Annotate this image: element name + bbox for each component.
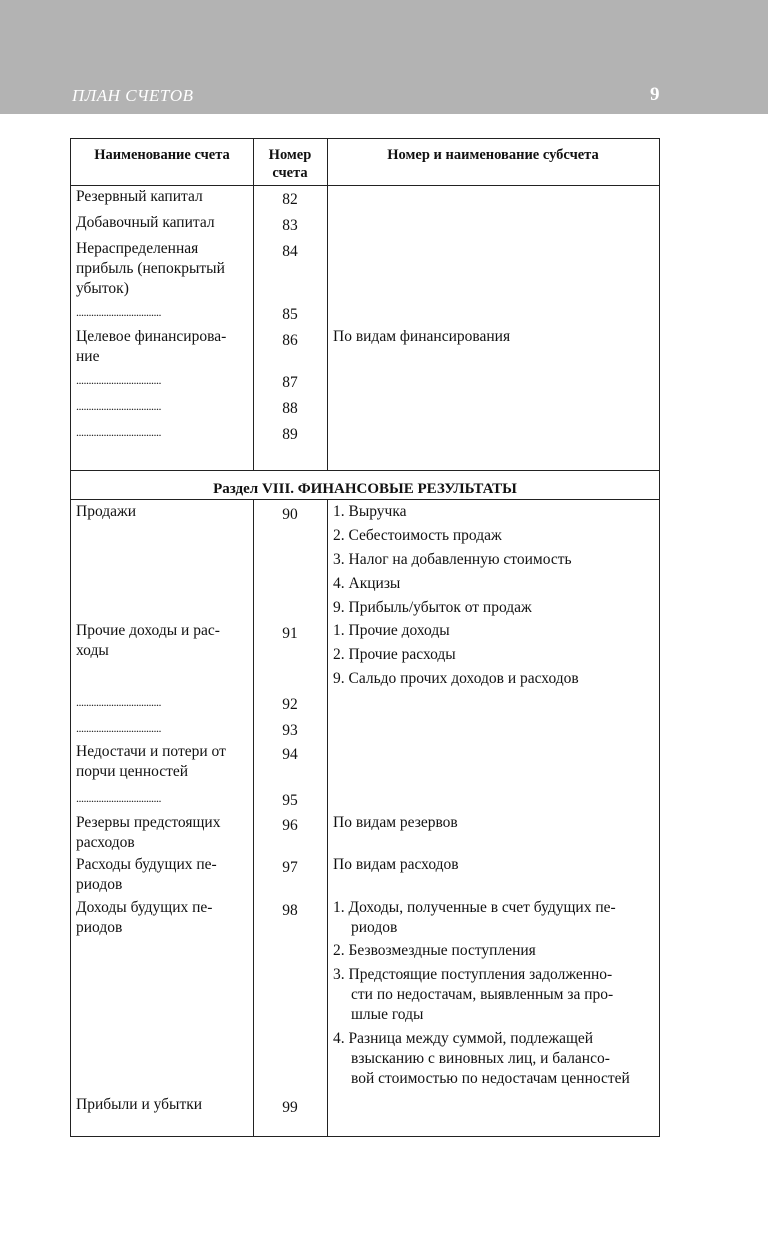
account-name-placeholder: ..................................	[76, 721, 161, 735]
account-number: 84	[282, 243, 298, 260]
section-title: Раздел VIII. ФИНАНСОВЫЕ РЕЗУЛЬТАТЫ	[213, 481, 517, 497]
account-name: Добавочный капитал	[76, 214, 215, 231]
header-divider	[71, 185, 659, 186]
subaccount: 1. Доходы, полученные в счет будущих пе- риодов	[333, 899, 616, 936]
account-name: Резервный капитал	[76, 188, 203, 205]
account-name-placeholder: ..................................	[76, 791, 161, 805]
running-title: ПЛАН СЧЕТОВ	[72, 86, 194, 105]
account-number: 91	[282, 625, 298, 642]
account-number: 88	[282, 400, 298, 417]
column-header-subaccount: Номер и наименование субсчета	[387, 147, 599, 163]
column-header-name: Наименование счета	[94, 147, 230, 163]
account-name: Недостачи и потери от порчи ценностей	[76, 743, 226, 780]
account-number: 94	[282, 746, 298, 763]
column-divider	[327, 139, 328, 1136]
subaccount: 4. Разница между суммой, подлежащей взысканию с виновных лиц, и балансо- вой стоимостью по недостачам ценностей	[333, 1030, 630, 1087]
account-number: 83	[282, 217, 298, 234]
account-number: 93	[282, 722, 298, 739]
subaccount: По видам расходов	[333, 856, 459, 873]
account-name-placeholder: ..................................	[76, 399, 161, 413]
subaccount: 3. Предстоящие поступления задолженно- сти по недостачам, выявленным за про- шлые годы	[333, 966, 614, 1023]
account-name: Продажи	[76, 503, 137, 520]
account-name-placeholder: ..................................	[76, 425, 161, 439]
subaccount: 3. Налог на добавленную стоимость	[333, 551, 572, 568]
account-name-placeholder: ..................................	[76, 373, 161, 387]
account-number: 92	[282, 696, 298, 713]
account-name: Целевое финансирова- ние	[76, 328, 227, 365]
account-number: 98	[282, 902, 298, 919]
account-name: Нераспределенная прибыль (непокрытый убыток)	[76, 240, 225, 297]
account-name: Расходы будущих пе- риодов	[76, 856, 217, 893]
page-number: 9	[650, 84, 660, 105]
subaccount: 2. Прочие расходы	[333, 646, 456, 663]
account-name: Прочие доходы и рас- ходы	[76, 622, 220, 659]
subaccount: По видам резервов	[333, 814, 458, 831]
subaccount: 9. Сальдо прочих доходов и расходов	[333, 670, 579, 687]
subaccount: 2. Себестоимость продаж	[333, 527, 502, 544]
page-header	[0, 0, 768, 114]
account-name: Прибыли и убытки	[76, 1096, 203, 1113]
account-number: 99	[282, 1099, 298, 1116]
account-number: 90	[282, 506, 298, 523]
account-number: 95	[282, 792, 298, 809]
account-number: 86	[282, 332, 298, 349]
account-number: 96	[282, 817, 298, 834]
account-name-placeholder: ..................................	[76, 695, 161, 709]
column-header-number: Номер счета	[268, 147, 312, 181]
account-number: 89	[282, 426, 298, 443]
subaccount: 1. Выручка	[333, 503, 407, 520]
account-number: 85	[282, 306, 298, 323]
subaccount: По видам финансирования	[333, 328, 511, 345]
subaccount: 9. Прибыль/убыток от продаж	[333, 599, 532, 616]
section-divider-bottom	[71, 499, 659, 500]
account-name: Доходы будущих пе- риодов	[76, 899, 213, 936]
account-name-placeholder: ..................................	[76, 305, 161, 319]
subaccount: 2. Безвозмездные поступления	[333, 942, 536, 959]
chart-of-accounts-table	[70, 138, 660, 1137]
subaccount: 4. Акцизы	[333, 575, 401, 592]
account-name: Резервы предстоящих расходов	[76, 814, 221, 851]
account-number: 82	[282, 191, 298, 208]
account-number: 97	[282, 859, 298, 876]
subaccount: 1. Прочие доходы	[333, 622, 450, 639]
account-number: 87	[282, 374, 298, 391]
